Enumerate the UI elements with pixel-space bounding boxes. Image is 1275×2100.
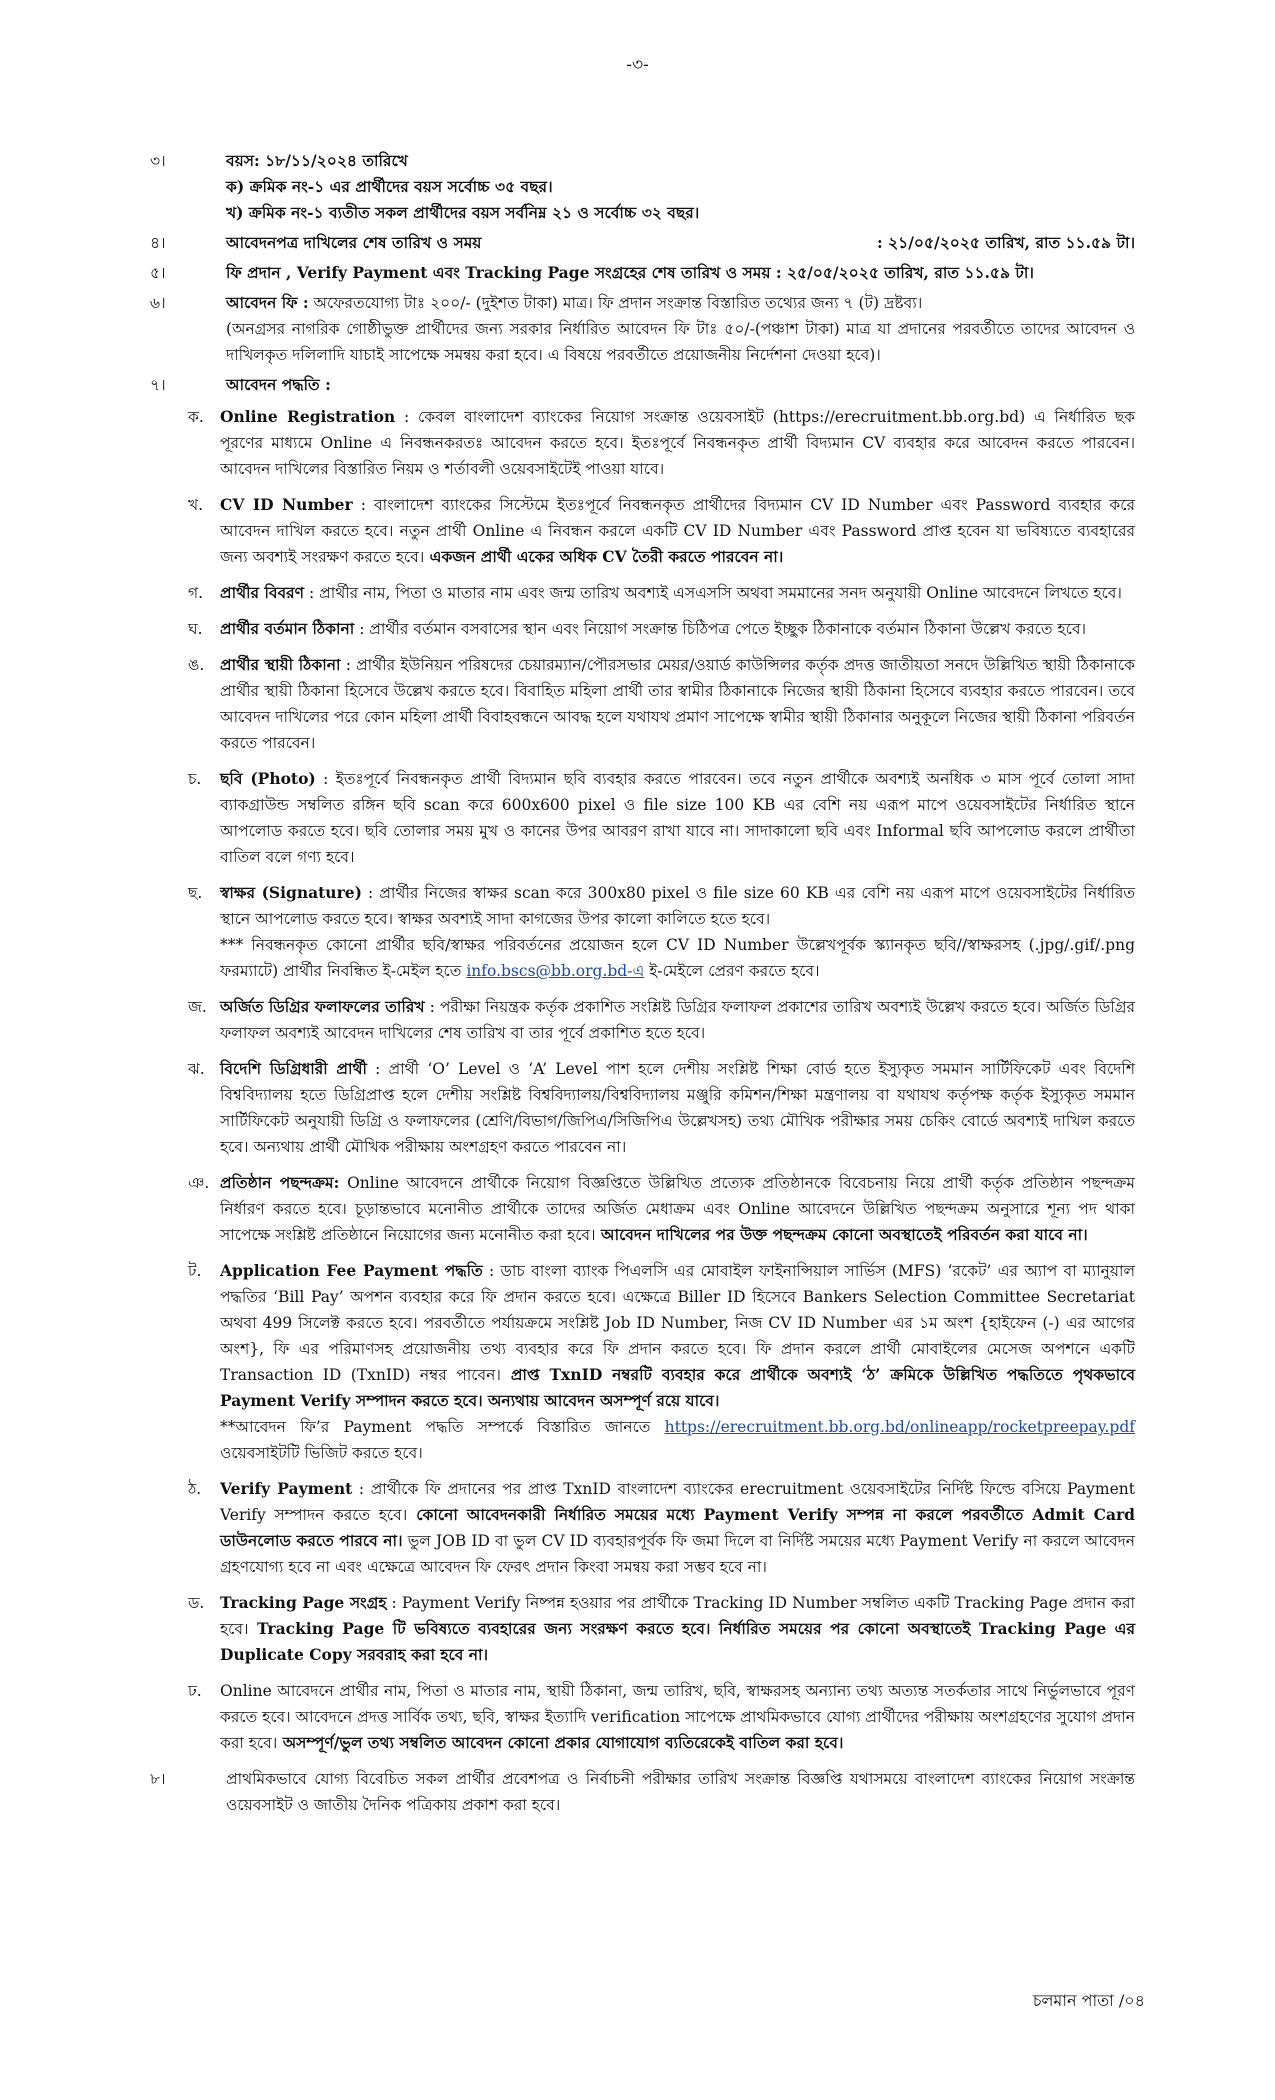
item-body: : প্রার্থীর বর্তমান বসবাসের স্থান এবং নিয়োগ সংক্রান্ত চিঠিপত্র পেতে ইচ্ছুক ঠিকানাকে বর্তমান ঠিকানা উল্লেখ করতে হবে। — [354, 620, 1087, 638]
item-body: : পরীক্ষা নিয়ন্ত্রক কর্তৃক প্রকাশিত সংশ্লিষ্ট ডিগ্রির ফলাফল প্রকাশের তারিখ অবশ্যই উল্লেখ করতে হবে। অর্জিত ডিগ্রির ফলাফল অবশ্যই আবেদন দাখিলের শেষ তারিখ বা তার পূর্বে প্রকাশিত হতে হবে। — [220, 998, 1135, 1042]
method-item — [188, 994, 1135, 1046]
method-item — [188, 616, 1135, 642]
payment-info-link[interactable]: https://erecruitment.bb.org.bd/onlineapp/rocketpreepay.pdf — [664, 1418, 1135, 1436]
item-body: : প্রার্থীর ইউনিয়ন পরিষদের চেয়ারম্যান/পৌরসভার মেয়র/ওয়ার্ড কাউন্সিলর কর্তৃক প্রদত্ত জাতীয়তা সনদে উল্লিখিত স্থায়ী ঠিকানাকে প্রার্থীর স্থায়ী ঠিকানা হিসেবে উল্লেখ করতে হবে। বিবাহিত মহিলা প্রার্থী তার স্বামীর ঠিকানাকে নিজের স্থায়ী ঠিকানা হিসেবে ব্যবহার করতে পারবেন। তবে আবেদন দাখিলের পরে কোন মহিলা প্রার্থী বিবাহবন্ধনে আবদ্ধ হলে যথাযথ প্রমাণ সাপেক্ষে স্বামীর স্থায়ী ঠিকানার অনুকূলে নিজের স্থায়ী ঠিকানা পরিবর্তন করতে পারবেন। — [220, 656, 1135, 752]
item-body: Online আবেদনে প্রার্থীর নাম, পিতা ও মাতার নাম, স্থায়ী ঠিকানা, জন্ম তারিখ, ছবি, স্বাক্ষরসহ অন্যান্য তথ্য অত্যন্ত সতর্কতার সাথে নির্ভুলভাবে পূরণ করতে হবে। আবেদনে প্রদত্ত সার্বিক তথ্য, ছবি, স্বাক্ষর ইত্যাদি verification সাপেক্ষে প্রাথমিকভাবে যোগ্য প্রার্থীদের পরীক্ষায় অংশগ্রহণের সুযোগ প্রদান করা হবে। — [220, 1682, 1135, 1752]
section-number: ৮। — [150, 1770, 166, 1788]
item-emphasis: Tracking Page টি ভবিষ্যতে ব্যবহারের জন্য সংরক্ষণ করতে হবে। নির্ধারিত সময়ের পর কোনো অবস্থাতেই Tracking Page এর Duplicate Copy সরবরাহ করা হবে না। — [220, 1619, 1135, 1664]
item-text — [220, 492, 1135, 570]
item-body: : ইতঃপূর্বে নিবন্ধনকৃত প্রার্থী বিদ্যমান ছবি ব্যবহার করতে পারবেন। তবে নতুন প্রার্থীকে অবশ্যই অনধিক ৩ মাস পূর্বে তোলা সাদা ব্যাকগ্রাউন্ড সম্বলিত রঙ্গিন ছবি scan করে 600x600 pixel ও file size 100 KB এর বেশি নয় এরূপ মাপে ওয়েবসাইটের নির্ধারিত স্থানে আপলোড করতে হবে। ছবি তোলার সময় মুখ ও কানের উপর আবরণ রাখা যাবে না। সাদাকালো ছবি এবং Informal ছবি আপলোড করলে প্রার্থীতা বাতিল বলে গণ্য হবে। — [220, 770, 1135, 866]
item-letter: ক. — [188, 408, 204, 426]
item-text — [220, 1590, 1135, 1668]
item-letter: চ. — [188, 770, 202, 788]
item-title: Online Registration — [220, 407, 396, 426]
item-note-text: *** নিবন্ধনকৃত কোনো প্রার্থীর ছবি/স্বাক্ষর পরিবর্তনের প্রয়োজন হলে CV ID Number উল্লেখপূর্বক স্ক্যানকৃত ছবি//স্বাক্ষরসহ (.jpg/.gif/.png ফরম্যাটে) প্রার্থীর নিবন্ধিত ই-মেইল হতে — [220, 936, 1135, 980]
item-title: Tracking Page সংগ্রহ — [220, 1593, 387, 1612]
email-link[interactable]: info.bscs@bb.org.bd-এ — [466, 962, 645, 980]
item-emphasis: আবেদন দাখিলের পর উক্ত পছন্দক্রম কোনো অবস্থাতেই পরিবর্তন করা যাবে না। — [595, 1225, 1088, 1244]
item-letter: জ. — [188, 998, 207, 1016]
item-title: Verify Payment — [220, 1479, 353, 1498]
item-text — [220, 652, 1135, 756]
item-title: প্রার্থীর স্থায়ী ঠিকানা — [220, 655, 341, 674]
method-item — [188, 1258, 1135, 1466]
method-item — [188, 1170, 1135, 1248]
method-item — [188, 880, 1135, 984]
section-fee — [150, 290, 1135, 368]
item-letter: ঝ. — [188, 1060, 205, 1078]
method-item — [188, 1056, 1135, 1160]
item-letter: ট. — [188, 1262, 202, 1280]
item-text — [220, 994, 1135, 1046]
item-note — [220, 1414, 1135, 1466]
item-text — [220, 1476, 1135, 1580]
age-line-a: ক) ক্রমিক নং-১ এর প্রার্থীদের বয়স সর্বোচ্চ ৩৫ বছর। — [226, 177, 553, 196]
item-text — [220, 1170, 1135, 1248]
item-title: প্রতিষ্ঠান পছন্দক্রম: — [220, 1173, 340, 1192]
item-title: বিদেশি ডিগ্রিধারী প্রার্থী — [220, 1059, 367, 1078]
item-title: প্রার্থীর বিবরণ — [220, 583, 305, 602]
item-emphasis: একজন প্রার্থী একের অধিক CV তৈরী করতে পারবেন না। — [424, 547, 784, 566]
section-number: ৭। — [150, 376, 166, 394]
item-text — [220, 1056, 1135, 1160]
method-item — [188, 580, 1135, 606]
method-item — [188, 1678, 1135, 1756]
section-number: ৪। — [150, 234, 166, 252]
item-title: ছবি (Photo) — [220, 769, 316, 788]
item-body: : প্রার্থীকে ফি প্রদানের পর প্রাপ্ত TxnID বাংলাদেশ ব্যাংকের erecruitment ওয়েবসাইটের নির্দিষ্ট ফিল্ডে বসিয়ে Payment Verify সম্পাদন করতে হবে। — [220, 1480, 1135, 1524]
method-item — [188, 492, 1135, 570]
item-letter: খ. — [188, 496, 204, 514]
method-item — [188, 404, 1135, 482]
item-text — [220, 580, 1135, 606]
item-body: : Payment Verify নিষ্পন্ন হওয়ার পর প্রার্থীকে Tracking ID Number সম্বলিত একটি Tracking Page প্রদান করা হবে। — [220, 1594, 1135, 1638]
item-body: : ডাচ বাংলা ব্যাংক পিএলসি এর মোবাইল ফাইনান্সিয়াল সার্ভিস (MFS) ‘রকেট’ এর অ্যাপ বা ম্যানুয়াল পদ্ধতির ‘Bill Pay’ অপশন ব্যবহার করে ফি প্রদান করতে হবে। এক্ষেত্রে Biller ID হিসেবে Bankers Selection Committee Secretariat অথবা 499 সিলেক্ট করতে হবে। পরবর্তীতে পর্যায়ক্রমে সংশ্লিষ্ট Job ID Number, নিজ CV ID Number এর ১ম অংশ {হাইফেন (-) এর আগের অংশ}, ফি এর পরিমাণসহ প্রয়োজনীয় তথ্য ব্যবহার করে ফি প্রদান করতে হবে। ফি প্রদান করলে প্রার্থী মোবাইলের মেসেজ অপশনে একটি Transaction ID (TxnID) নম্বর পাবেন। — [220, 1262, 1135, 1384]
section-number: ৫। — [150, 264, 166, 282]
item-tail: ভুল JOB ID বা ভুল CV ID ব্যবহারপূর্বক ফি জমা দিলে বা নির্দিষ্ট সময়ের মধ্যে Payment Verify না করলে আবেদন গ্রহণযোগ্য হবে না এবং এক্ষেত্রে আবেদন ফি ফেরৎ প্রদান কিংবা সমন্বয় করা সম্ভব হবে না। — [220, 1532, 1135, 1576]
method-item — [188, 1590, 1135, 1668]
fee-heading: আবেদন ফি : — [226, 293, 309, 312]
method-item — [188, 766, 1135, 870]
section-deadline — [150, 230, 1135, 256]
item-letter: ঘ. — [188, 620, 203, 638]
section-number: ৬। — [150, 294, 166, 312]
continued-footer: চলমান পাতা /০৪ — [1032, 1991, 1145, 2010]
deadline-label: আবেদনপত্র দাখিলের শেষ তারিখ ও সময় — [226, 233, 482, 252]
item-letter: ঠ. — [188, 1480, 202, 1498]
item-body: : প্রার্থীর নাম, পিতা ও মাতার নাম এবং জন্ম তারিখ অবশ্যই এসএসসি অথবা সমমানের সনদ অনুযায়ী Online আবেদনে লিখতে হবে। — [304, 584, 1122, 602]
method-item — [188, 1476, 1135, 1580]
item-text — [220, 1678, 1135, 1756]
item-title: CV ID Number — [220, 495, 353, 514]
fee-deadline-text: ফি প্রদান , Verify Payment এবং Tracking Page সংগ্রহের শেষ তারিখ ও সময় : ২৫/০৫/২০২৫ তারিখ, রাত ১১.৫৯ টা। — [226, 263, 1034, 282]
age-heading: বয়স: ১৮/১১/২০২৪ তারিখে — [226, 151, 408, 170]
item-text — [220, 1258, 1135, 1466]
item-note-tail: ওয়েবসাইটটি ভিজিট করতে হবে। — [220, 1444, 423, 1462]
age-line-b: খ) ক্রমিক নং-১ ব্যতীত সকল প্রার্থীদের বয়স সর্বনিম্ন ২১ ও সর্বোচ্চ ৩২ বছর। — [226, 203, 700, 222]
item-note-tail: ই-মেইলে প্রেরণ করতে হবে। — [644, 962, 820, 980]
section-fee-deadline — [150, 260, 1135, 286]
item-note-text: **আবেদন ফি’র Payment পদ্ধতি সম্পর্কে বিস্তারিত জানতে — [220, 1418, 665, 1436]
item-letter: ঢ. — [188, 1682, 202, 1700]
item-body: : বাংলাদেশ ব্যাংকের সিস্টেমে ইতঃপূর্বে নিবন্ধনকৃত প্রার্থীদের বিদ্যমান CV ID Number এবং Password ব্যবহার করে আবেদন দাখিল করতে হবে। নতুন প্রার্থী Online এ নিবন্ধন করলে একটি CV ID Number এবং Password প্রাপ্ত হবেন যা ভবিষ্যতে ব্যবহারের জন্য অবশ্যই সংরক্ষণ করতে হবে। — [220, 496, 1135, 566]
document-body — [150, 148, 1135, 1822]
section-method — [150, 372, 1135, 398]
deadline-value: : ২১/০৫/২০২৫ তারিখ, রাত ১১.৫৯ টা। — [876, 233, 1135, 252]
item-emphasis: প্রাপ্ত TxnID নম্বরটি ব্যবহার করে প্রার্থীকে অবশ্যই ‘ঠ’ ক্রমিকে উল্লিখিত পদ্ধতিতে পৃথকভাবে Payment Verify সম্পাদন করতে হবে। অন্যথায় আবেদন অসম্পূর্ণ রয়ে যাবে। — [220, 1365, 1136, 1410]
item-body: : কেবল বাংলাদেশ ব্যাংকের নিয়োগ সংক্রান্ত ওয়েবসাইট (https://erecruitment.bb.org.bd) এ নির্ধারিত ছক পূরণের মাধ্যমে Online এ নিবন্ধনকরতঃ আবেদন করতে হবে। ইতঃপূর্বে নিবন্ধনকৃত প্রার্থী বিদ্যমান CV ব্যবহার করে আবেদন করতে পারবেন। আবেদন দাখিলের বিস্তারিত নিয়ম ও শর্তাবলী ওয়েবসাইটেই পাওয়া যাবে। — [220, 408, 1136, 478]
item-letter: গ. — [188, 584, 204, 602]
item-text — [220, 880, 1135, 984]
section-age — [150, 148, 1135, 226]
item-title: অর্জিত ডিগ্রির ফলাফলের তারিখ — [220, 997, 425, 1016]
fee-note: (অনগ্রসর নাগরিক গোষ্ঠীভুক্ত প্রার্থীদের জন্য সরকার নির্ধারিত আবেদন ফি টাঃ ৫০/-(পঞ্চাশ টাকা) মাত্র যা প্রদানের পরবর্তীতে তাদের আবেদন ও দাখিলকৃত দলিলাদি যাচাই সাপেক্ষে সমন্বয় করা হবে। এ বিষয়ে পরবর্তীতে প্রয়োজনীয় নির্দেশনা দেওয়া হবে)। — [226, 320, 1135, 364]
method-heading: আবেদন পদ্ধতি : — [226, 375, 331, 394]
item-note — [220, 932, 1135, 984]
item-letter: ড. — [188, 1594, 205, 1612]
item-letter: ঞ. — [188, 1174, 210, 1192]
item-text — [220, 616, 1135, 642]
fee-text: অফেরতযোগ্য টাঃ ২০০/- (দুইশত টাকা) মাত্র। ফি প্রদান সংক্রান্ত বিস্তারিত তথ্যের জন্য ৭ (ট) দ্রষ্টব্য। — [308, 294, 923, 312]
section-number: ৩। — [150, 152, 166, 170]
item-letter: ঙ. — [188, 656, 205, 674]
page-number: -৩- — [626, 55, 649, 75]
item-title: প্রার্থীর বর্তমান ঠিকানা — [220, 619, 355, 638]
item-text — [220, 404, 1135, 482]
section-admit — [150, 1766, 1135, 1818]
item-body: : প্রার্থী ‘O’ Level ও ‘A’ Level পাশ হলে দেশীয় সংশ্লিষ্ট শিক্ষা বোর্ড হতে ইস্যুকৃত সমমান সার্টিফিকেট এবং বিদেশি বিশ্ববিদ্যালয় হতে ডিগ্রিপ্রাপ্ত হলে দেশীয় সংশ্লিষ্ট বিশ্ববিদ্যালয়/বিশ্ববিদ্যালয় মঞ্জুরি কমিশন/শিক্ষা মন্ত্রণালয় বা যথাযথ কর্তৃপক্ষ কর্তৃক ইস্যুকৃত সমমান সার্টিফিকেট অনুযায়ী ডিগ্রি ও ফলাফলের (শ্রেণি/বিভাগ/জিপিএ/সিজিপিএ উল্লেখসহ) তথ্য মৌখিক পরীক্ষার সময় চেকিং বোর্ডে অবশ্যই দাখিল করতে হবে। অন্যথায় প্রার্থী মৌখিক পরীক্ষায় অংশগ্রহণ করতে পারবেন না। — [220, 1060, 1135, 1156]
method-item — [188, 652, 1135, 756]
item-emphasis: অসম্পূর্ণ/ভুল তথ্য সম্বলিত আবেদন কোনো প্রকার যোগাযোগ ব্যতিরেকেই বাতিল করা হবে। — [277, 1733, 844, 1752]
item-text — [220, 766, 1135, 870]
item-emphasis: কোনো আবেদনকারী নির্ধারিত সময়ের মধ্যে Payment Verify সম্পন্ন না করলে পরবর্তীতে Admit Card ডাউনলোড করতে পারবে না। — [220, 1505, 1135, 1550]
method-items — [150, 404, 1135, 1756]
item-title: স্বাক্ষর (Signature) — [220, 883, 362, 902]
item-title: Application Fee Payment পদ্ধতি — [220, 1261, 483, 1280]
item-letter: ছ. — [188, 884, 203, 902]
item-body: Online আবেদনে প্রার্থীকে নিয়োগ বিজ্ঞপ্তিতে উল্লিখিত প্রত্যেক প্রতিষ্ঠানকে বিবেচনায় নিয়ে প্রার্থী কর্তৃক প্রতিষ্ঠান পছন্দক্রম নির্ধারণ করতে হবে। চূড়ান্তভাবে মনোনীত প্রার্থীকে তাদের অর্জিত মেধাক্রম এবং Online আবেদনে উল্লিখিত পছন্দক্রম অনুসারে শূন্য পদ থাকা সাপেক্ষে সংশ্লিষ্ট প্রতিষ্ঠানে নিয়োগের জন্য মনোনীত করা হবে। — [220, 1174, 1135, 1244]
admit-text: প্রাথমিকভাবে যোগ্য বিবেচিত সকল প্রার্থীর প্রবেশপত্র ও নির্বাচনী পরীক্ষার তারিখ সংক্রান্ত বিজ্ঞপ্তি যথাসময়ে বাংলাদেশ ব্যাংকের নিয়োগ সংক্রান্ত ওয়েবসাইট ও জাতীয় দৈনিক পত্রিকায় প্রকাশ করা হবে। — [226, 1770, 1135, 1814]
item-body: : প্রার্থীর নিজের স্বাক্ষর scan করে 300x80 pixel ও file size 60 KB এর বেশি নয় এরূপ মাপে ওয়েবসাইটের নির্ধারিত স্থানে আপলোড করতে হবে। স্বাক্ষর অবশ্যই সাদা কাগজের উপর কালো কালিতে হতে হবে। — [220, 884, 1135, 928]
